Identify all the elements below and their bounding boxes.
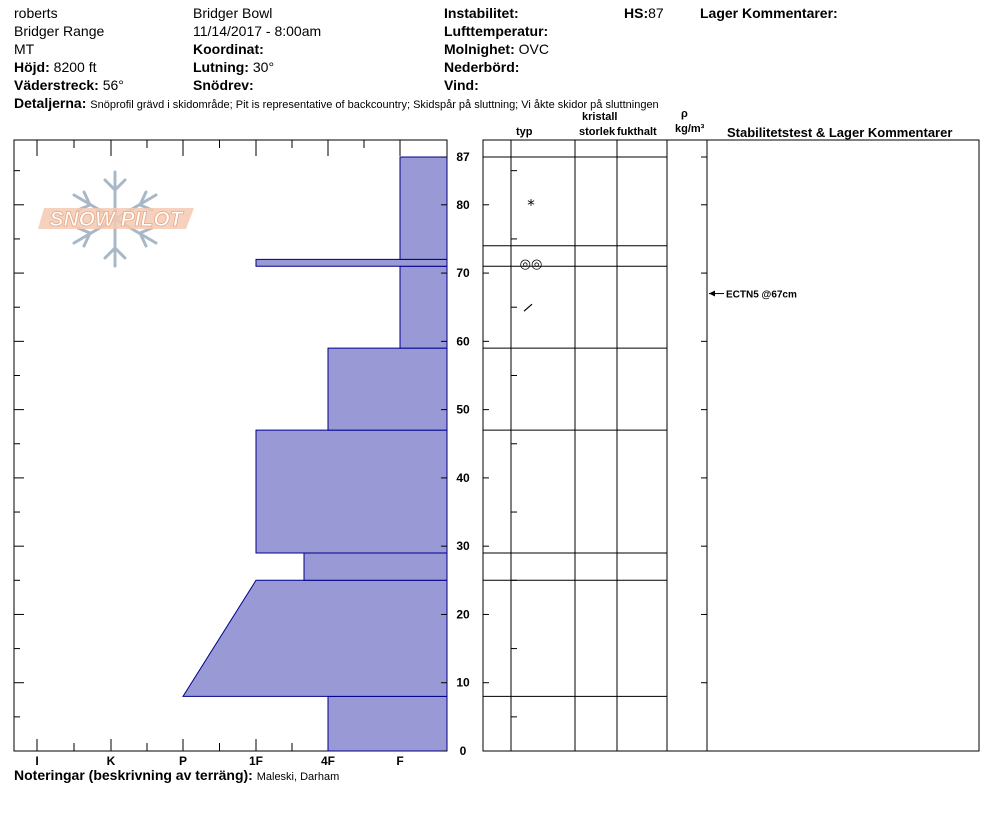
layer-table-panel	[483, 140, 979, 751]
depth-tick-label: 70	[456, 266, 470, 281]
location-name: Bridger Bowl	[193, 5, 273, 21]
depth-tick-label: 80	[456, 197, 470, 212]
hardness-layer-bar	[256, 259, 447, 266]
grain-symbol: *	[527, 195, 535, 214]
grain-symbols-group	[520, 196, 543, 311]
precip-label: Nederbörd:	[444, 59, 520, 75]
col-type: typ	[516, 126, 533, 138]
layer-bars-group	[183, 157, 447, 751]
hardness-tick-label: I	[35, 754, 39, 768]
state-name: MT	[14, 41, 35, 57]
depth-tick-label: 50	[456, 402, 470, 417]
drift-label: Snödrev:	[193, 77, 254, 93]
hardness-layer-bar	[328, 696, 447, 751]
depth-tick-label: 87	[456, 150, 470, 164]
depth-tick-label: 30	[456, 539, 470, 554]
hardness-tick-label: 4F	[320, 754, 336, 768]
instability-label: Instabilitet:	[444, 5, 519, 21]
coordinate-label: Koordinat:	[193, 41, 264, 57]
col-stability: Stabilitetstest & Lager Kommentarer	[727, 125, 953, 140]
col-rho: ρ	[681, 108, 688, 120]
grain-symbol-faceted	[524, 304, 532, 311]
stability-test-label: ECTN5 @67cm	[726, 289, 797, 301]
aspect-value: 56°	[102, 77, 124, 93]
elevation-value: 8200 ft	[53, 59, 97, 75]
depth-tick-label: 0	[459, 744, 467, 758]
grain-symbol: ◎◎	[519, 256, 543, 272]
stability-tests-group	[709, 290, 797, 301]
slope-label: Lutning:	[193, 59, 249, 75]
hs-value: 87	[648, 5, 664, 21]
notes-label: Noteringar (beskrivning av terräng):	[14, 767, 253, 783]
layer-table-frame	[483, 140, 979, 751]
hs-label: HS:	[624, 5, 649, 21]
hardness-tick-label: 1F	[248, 754, 264, 768]
elevation-label: Höjd:	[14, 59, 50, 75]
layer-comments-label: Lager Kommentarer:	[700, 5, 838, 21]
col-density-unit: kg/m³	[675, 123, 705, 135]
hardness-layer-bar	[328, 348, 447, 430]
col-size: storlek	[579, 126, 616, 138]
sky-label: Molnighet:	[444, 41, 515, 57]
col-crystal: kristall	[582, 111, 618, 123]
depth-tick-label: 60	[456, 334, 470, 349]
aspect-label: Väderstreck:	[14, 77, 99, 93]
airtemp-label: Lufttemperatur:	[444, 23, 549, 39]
hardness-layer-bar	[400, 266, 447, 348]
details-text: Snöprofil grävd i skidområde; Pit is representative of backcountry; Skidspår på sluttning; Vi åkte skidor på sluttningen	[90, 99, 659, 111]
hardness-layer-bar	[400, 157, 447, 259]
details-label: Detaljerna:	[14, 95, 87, 111]
depth-tick-label: 10	[456, 675, 470, 690]
logo-text: SNOW PILOT	[49, 208, 183, 231]
stability-test-arrowhead	[709, 291, 715, 297]
depth-tick-label: 20	[456, 607, 470, 622]
wind-label: Vind:	[444, 77, 479, 93]
depth-tick-label: 40	[456, 470, 470, 485]
hardness-tick-label: F	[396, 754, 404, 768]
range-name: Bridger Range	[14, 23, 105, 39]
hardness-tick-label: P	[178, 754, 188, 768]
observer-name: roberts	[14, 5, 58, 21]
hardness-layer-bar	[256, 430, 447, 553]
col-moisture: fukthalt	[617, 126, 657, 138]
notes-value: Maleski, Darham	[256, 771, 340, 783]
observation-datetime: 11/14/2017 - 8:00am	[193, 23, 322, 39]
sky-value: OVC	[518, 41, 549, 57]
hardness-tick-label: K	[106, 754, 116, 768]
hardness-layer-bar	[304, 553, 447, 580]
hardness-layer-bar	[183, 580, 447, 696]
snowpilot-logo	[38, 172, 194, 266]
slope-value: 30°	[252, 59, 275, 75]
